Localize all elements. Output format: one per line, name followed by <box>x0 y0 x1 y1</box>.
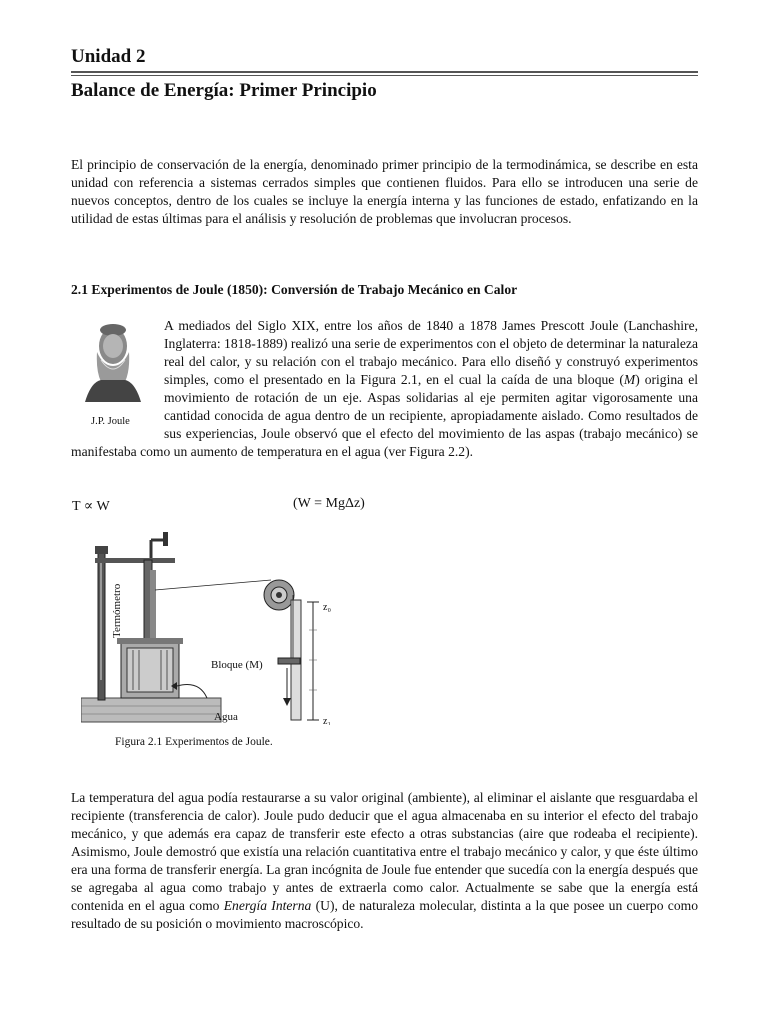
page-title: Balance de Energía: Primer Principio <box>71 80 377 101</box>
joule-paragraph-text-b: ) origina el movimiento de rotación de un eje. Aspas solidarias al eje permiten agitar vigorosamente una cantidad conocida de agua dentro de un recipiente, apropiadamente aislado. Como resultados de sus experiencias, Joule observó que el efecto del movimiento de las aspas (trabajo mecánico) se manifestaba como un aumento de temperatura en el agua (ver Figura 2.2). <box>71 372 698 459</box>
joule-paragraph-text-a: A mediados del Siglo XIX, entre los años de 1840 a 1878 James Prescott Joule (Lanchashire, Inglaterra: 1818-1889) realizó una serie de experimentos con el objeto de determinar la naturaleza real del calor, y su relación con el trabajo mecánico. Para ello diseñó y construyó experimentos simples, como el presentado en la Figura 2.1, en el cual la caída de una bloque ( <box>164 318 698 387</box>
label-z0: z₀ <box>323 602 331 613</box>
figure-caption: Figura 2.1 Experimentos de Joule. <box>115 736 273 748</box>
joule-apparatus-figure <box>81 530 346 725</box>
portrait-space <box>71 317 164 443</box>
header-rule-thick <box>71 71 698 73</box>
label-termometro: Termómetro <box>111 583 123 638</box>
portrait-caption: J.P. Joule <box>91 416 130 427</box>
header-rule-thin <box>71 75 698 76</box>
joule-paragraph-mass: M <box>623 372 636 387</box>
unit-label: Unidad 2 <box>71 46 146 67</box>
label-bloque: Bloque (M) <box>211 659 263 671</box>
energy-paragraph-em: Energía Interna <box>223 898 312 913</box>
joule-paragraph <box>71 317 698 461</box>
label-agua: Agua <box>214 711 238 723</box>
intro-paragraph: El principio de conservación de la energía, denominado primer principio de la termodinámica, se describe en esta unidad con referencia a sistemas cerrados simples que contienen fluidos. Para ello se introducen una serie de nuevos conceptos, dentro de los cuales se incluye la energía interna y las funciones de estado, enfatizando en la utilidad de estas últimas para el análisis y resolución de problemas que involucran procesos. <box>71 157 698 226</box>
energy-paragraph <box>71 789 698 933</box>
label-z1: z₁ <box>323 716 331 725</box>
energy-paragraph-text-b: (U), de naturaleza molecular, distinta a la que posee un cuerpo como resultado de su posición o movimiento macroscópico. <box>71 898 699 931</box>
equation-proportional: T ∝ W <box>72 499 110 514</box>
energy-paragraph-text-a: La temperatura del agua podía restaurarse a su valor original (ambiente), al eliminar el aislante que resguardaba el recipiente (transferencia de calor). Joule pudo deducir que el agua almacenaba en su interior el efecto del trabajo mecánico, y que además era capaz de transferir este efecto a otras substancias (aire que rodeaba el recipiente). Asimismo, Joule demostró que existía una relación cuantitativa entre el trabajo mecánico y calor, y que éste último era una forma de transferir energía. La gran incógnita de Joule fue entender que sucedía con la energía después que se agregaba al agua como trabajo y antes de extraerla como calor. Actualmente se sabe que la energía está contenida en el agua como <box>71 790 698 913</box>
equation-work: (W = MgΔz) <box>293 496 365 511</box>
section-heading: 2.1 Experimentos de Joule (1850): Conversión de Trabajo Mecánico en Calor <box>71 282 518 297</box>
